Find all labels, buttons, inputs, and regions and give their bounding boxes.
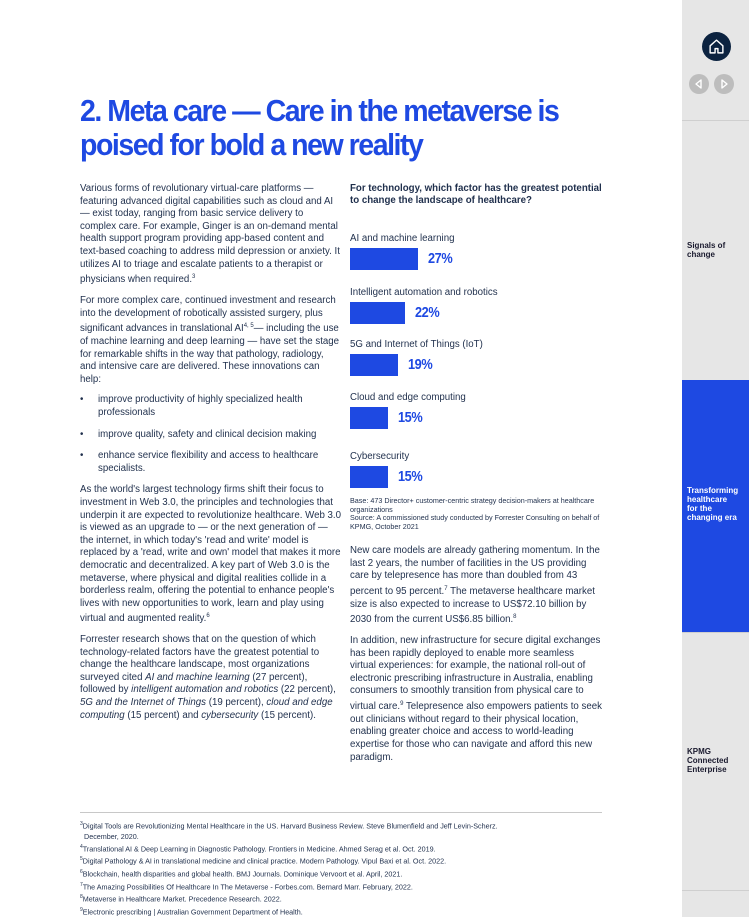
footnote: $^6$Blockchain, health disparities and global health. BMJ Journals. Dominique Vervoort et al. April, 2021.	[80, 868, 403, 879]
list-item: • improve quality, safety and clinical decision making	[80, 428, 317, 440]
footnote: $^7$The Amazing Possibilities Of Healthcare In The Metaverse - Forbes.com. Bernard Marr. February, 2022.	[80, 881, 413, 891]
bullet-icon: •	[80, 450, 84, 462]
reference-mark: 8	[513, 614, 517, 621]
paragraph: As the world's largest technology firms shift their focus to investment in Web 3.0, the principles and technologies that underpin it are expected to revolutionize healthcare. Web 3.0 is viewed as an upgrade to — or the next generation of — the internet, in which today's 'read and write' model is replaced by a 'read, write and own' model that makes it more democratic and decentralized. A key part of Web 3.0 is the metaverse, where physical and digital realities collide in a borderless realm, offering the potential to enhance people's lives with new opportunities to work, learn and play using virtual and augmented reality.$^6$	[80, 484, 342, 625]
bar	[350, 248, 418, 270]
list-item: • enhance service flexibility and access to healthcare specialists.	[80, 450, 319, 474]
reference-mark: 7	[444, 585, 448, 592]
page-heading: 2. Meta care — Care in the metaverse is poised for bold a new reality	[80, 93, 559, 162]
footnote: $^3$Digital Tools are Revolutionizing Mental Healthcare in the US. Harvard Business Review. Steve Blumenfield and Jeff Levin-Scherz.	[80, 821, 498, 831]
bullet-icon: •	[80, 394, 84, 406]
footnote: $^4$Translational AI & Deep Learning in Diagnostic Pathology. Frontiers in Medicine. Ahmed Serag et al. Oct. 2019.	[80, 843, 436, 854]
reference-mark: 6	[206, 613, 210, 620]
bar	[350, 407, 388, 429]
home-button[interactable]	[702, 32, 731, 61]
bar-value-label: 22%	[415, 304, 440, 321]
bar-value-label: 27%	[428, 250, 453, 267]
footnote: $^5$Digital Pathology & AI in translational medicine and clinical practice. Modern Pathology. Vipul Baxi et al. Oct. 2022.	[80, 856, 447, 866]
footnotes	[80, 819, 610, 917]
bar-category-label: 5G and Internet of Things (IoT)	[350, 339, 483, 350]
bar	[350, 466, 388, 488]
chart-base-note: Base: 473 Director+ customer-centric strategy decision-makers at healthcare organizations	[350, 496, 595, 514]
reference-mark: 3	[192, 274, 196, 281]
footnote: December, 2020.	[84, 831, 139, 841]
sidebar-item-signals-of-change[interactable]: Signals of change	[687, 241, 726, 259]
chart-title: For technology, which factor has the greatest potential to change the landscape of healthcare?	[350, 183, 602, 206]
triangle-left-icon	[693, 78, 705, 90]
bar-category-label: AI and machine learning	[350, 233, 455, 244]
bar-value-label: 15%	[398, 409, 423, 426]
previous-page-button[interactable]	[689, 74, 709, 94]
sidebar-divider	[682, 120, 749, 121]
bar-value-label: 19%	[408, 356, 433, 373]
next-page-button[interactable]	[714, 74, 734, 94]
footnote: $^9$Electronic prescribing | Australian Government Department of Health.	[80, 906, 303, 917]
bar	[350, 302, 405, 324]
reference-mark: 4, 5	[243, 323, 254, 330]
sidebar-divider	[682, 632, 749, 633]
paragraph: In addition, new infrastructure for secure digital exchanges has been rapidly deployed to enable more seamless virtual experiences: for example, the national roll-out of electronic prescribing infrastructure in Australia, enabling consumers to smoothly transition from physical care to virtual care.$^9$ Telepresence also empowers patients to seek out clinicians without regard to their physical location, enabling greater choice and access to world-leading expertise for those who can navigate and afford this new paradigm.	[350, 635, 602, 763]
paragraph: New care models are already gathering momentum. In the last 2 years, the number of facilities in the US providing care by telepresence has more than doubled from 43 percent to 95 percent.$^7$ The metaverse healthcare market size is also expected to increase to US$72.10 billion by 2030 from the current US$6.85 billion.$^8$	[350, 545, 600, 626]
paragraph: Various forms of revolutionary virtual-care platforms — featuring advanced digital capabilities such as cloud and AI — exist today, ranging from basic service delivery to complex care. For example, Ginger is an on-demand mental health support program providing app-based content and text-based coaching to address mild depression or anxiety. It utilizes AI to triage and escalate patients to a therapist or physicians when required.$^3$	[80, 183, 340, 286]
paragraph: For more complex care, continued investment and research into the development of robotically assisted surgery, plus significant advances in translational AI$^{4, 5}$— including the use of machine learning and deep learning — have set the stage for remarkable shifts in the way that pathology, radiology, and intensive care are delivered. These innovations can help:	[80, 294, 340, 385]
sidebar-item-transforming-healthcare[interactable]: Transforming healthcare for the changing era	[687, 486, 739, 522]
sidebar-divider	[682, 890, 749, 891]
list-item: • improve productivity of highly specialized health professionals	[80, 394, 303, 418]
reference-mark: 9	[400, 701, 404, 707]
bullet-icon: •	[80, 428, 84, 440]
paragraph: Forrester research shows that on the question of which technology-related factors have the greatest potential to change the healthcare landscape, most organizations surveyed cited AI and machine learning (27 percent), followed by intelligent automation and robotics (22 percent), 5G and the Internet of Things (19 percent), cloud and edge computing (15 percent) and cybersecurity (15 percent).	[80, 634, 336, 721]
sidebar-item-kpmg-connected-enterprise[interactable]: KPMG Connected Enterprise	[687, 747, 729, 774]
left-column	[80, 183, 342, 730]
bar-category-label: Intelligent automation and robotics	[350, 287, 498, 298]
chart-source: Source: A commissioned study conducted by Forrester Consulting on behalf of KPMG, October 2021	[350, 513, 600, 531]
bar-category-label: Cloud and edge computing	[350, 392, 466, 403]
triangle-right-icon	[718, 78, 730, 90]
bullet-list	[80, 394, 342, 475]
bar	[350, 354, 398, 376]
home-icon	[708, 38, 725, 55]
footnote-divider	[80, 812, 602, 813]
bar-value-label: 15%	[398, 468, 423, 485]
chart-source-note	[350, 497, 610, 531]
footnote: $^8$Metaverse in Healthcare Market. Precedence Research. 2022.	[80, 894, 282, 904]
right-column	[350, 545, 602, 772]
bar-category-label: Cybersecurity	[350, 451, 410, 462]
